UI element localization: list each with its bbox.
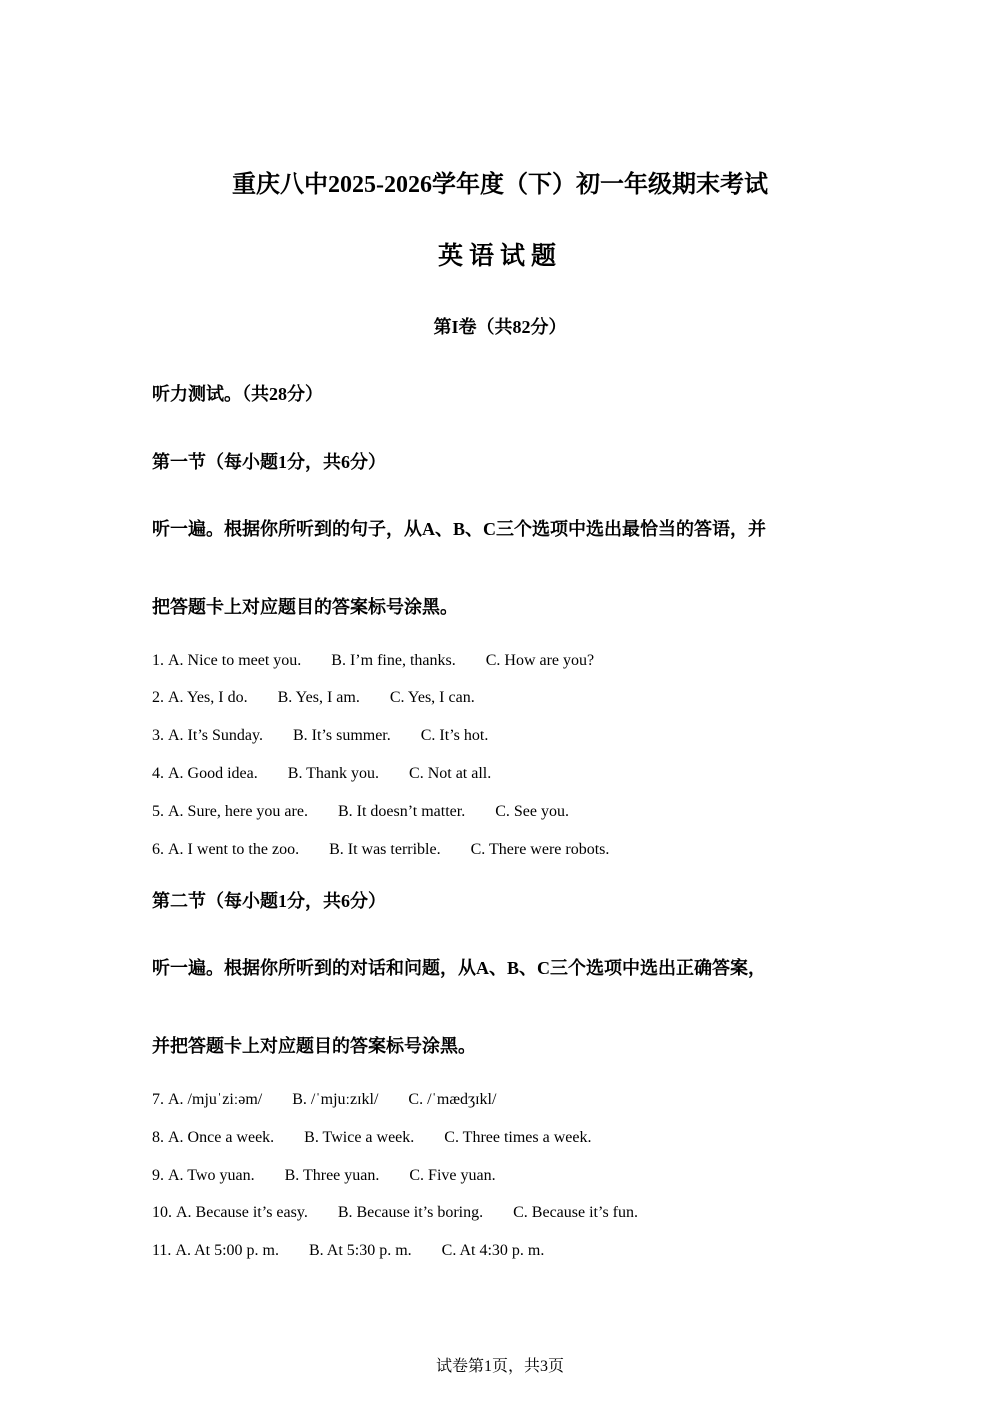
question-number: 4. [152, 765, 164, 782]
listening-heading: 听力测试。（共28分） [152, 384, 323, 404]
option-c: C. Because it’s fun. [513, 1204, 638, 1221]
option-b: B. I’m fine, thanks. [331, 652, 456, 669]
question-number: 11. [152, 1242, 172, 1259]
question-number: 5. [152, 803, 164, 820]
section1-instruction-line1: 听一遍。根据你所听到的句子，从A、B、C三个选项中选出最恰当的答语，并 [152, 519, 767, 539]
section1-instruction-line2: 把答题卡上对应题目的答案标号涂黑。 [152, 597, 458, 617]
option-b: B. /ˈmjuːzɪkl/ [292, 1091, 379, 1108]
question-3 [152, 725, 488, 747]
question-10 [152, 1202, 638, 1224]
option-c: C. Three times a week. [444, 1129, 592, 1146]
question-number: 10. [152, 1204, 172, 1221]
option-a: A. Two yuan. [168, 1167, 255, 1184]
section1-heading: 第一节（每小题1分，共6分） [152, 452, 386, 472]
option-b: B. Thank you. [287, 765, 380, 782]
question-5 [152, 801, 569, 823]
section2-heading: 第二节（每小题1分，共6分） [152, 891, 386, 911]
option-a: A. Nice to meet you. [168, 652, 302, 669]
question-11 [152, 1240, 544, 1262]
option-a: A. At 5:00 p. m. [175, 1242, 279, 1259]
option-c: C. Not at all. [409, 765, 492, 782]
exam-subtitle: 英语试题 [437, 243, 562, 270]
part-heading: 第I卷（共82分） [433, 317, 567, 337]
option-c: C. See you. [495, 803, 569, 820]
option-c: C. There were robots. [470, 841, 610, 858]
option-a: A. /mjuˈziːəm/ [168, 1091, 263, 1108]
question-number: 1. [152, 652, 164, 669]
option-c: C. Yes, I can. [389, 689, 475, 706]
option-a: A. Sure, here you are. [168, 803, 308, 820]
question-4 [152, 763, 491, 785]
question-number: 9. [152, 1167, 164, 1184]
option-a: A. Good idea. [168, 765, 258, 782]
question-2 [152, 687, 475, 709]
question-number: 7. [152, 1091, 164, 1108]
question-8 [152, 1127, 592, 1149]
option-c: C. /ˈmædʒɪkl/ [408, 1091, 497, 1108]
question-number: 8. [152, 1129, 164, 1146]
exam-title: 重庆八中2025-2026学年度（下）初一年级期末考试 [232, 172, 768, 198]
option-b: B. It’s summer. [292, 727, 391, 744]
option-b: B. It doesn’t matter. [337, 803, 466, 820]
section2-instruction-line2: 并把答题卡上对应题目的答案标号涂黑。 [152, 1036, 476, 1056]
option-c: C. At 4:30 p. m. [441, 1242, 545, 1259]
option-c: C. How are you? [485, 652, 595, 669]
option-b: B. It was terrible. [329, 841, 441, 858]
option-a: A. It’s Sunday. [168, 727, 263, 744]
question-9 [152, 1165, 496, 1187]
option-b: B. Twice a week. [304, 1129, 415, 1146]
question-6 [152, 839, 609, 861]
option-a: A. Once a week. [168, 1129, 275, 1146]
page-footer: 试卷第1页，共3页 [435, 1358, 564, 1375]
option-c: C. It’s hot. [420, 727, 489, 744]
option-a: A. Because it’s easy. [176, 1204, 308, 1221]
option-c: C. Five yuan. [409, 1167, 496, 1184]
option-b: B. At 5:30 p. m. [308, 1242, 412, 1259]
question-1 [152, 650, 594, 672]
option-a: A. Yes, I do. [168, 689, 248, 706]
option-b: B. Yes, I am. [277, 689, 360, 706]
question-number: 3. [152, 727, 164, 744]
question-number: 6. [152, 841, 164, 858]
question-7 [152, 1089, 496, 1111]
option-a: A. I went to the zoo. [168, 841, 300, 858]
option-b: B. Because it’s boring. [337, 1204, 484, 1221]
option-b: B. Three yuan. [284, 1167, 380, 1184]
section2-instruction-line1: 听一遍。根据你所听到的对话和问题，从A、B、C三个选项中选出正确答案， [152, 958, 767, 978]
question-number: 2. [152, 689, 164, 706]
